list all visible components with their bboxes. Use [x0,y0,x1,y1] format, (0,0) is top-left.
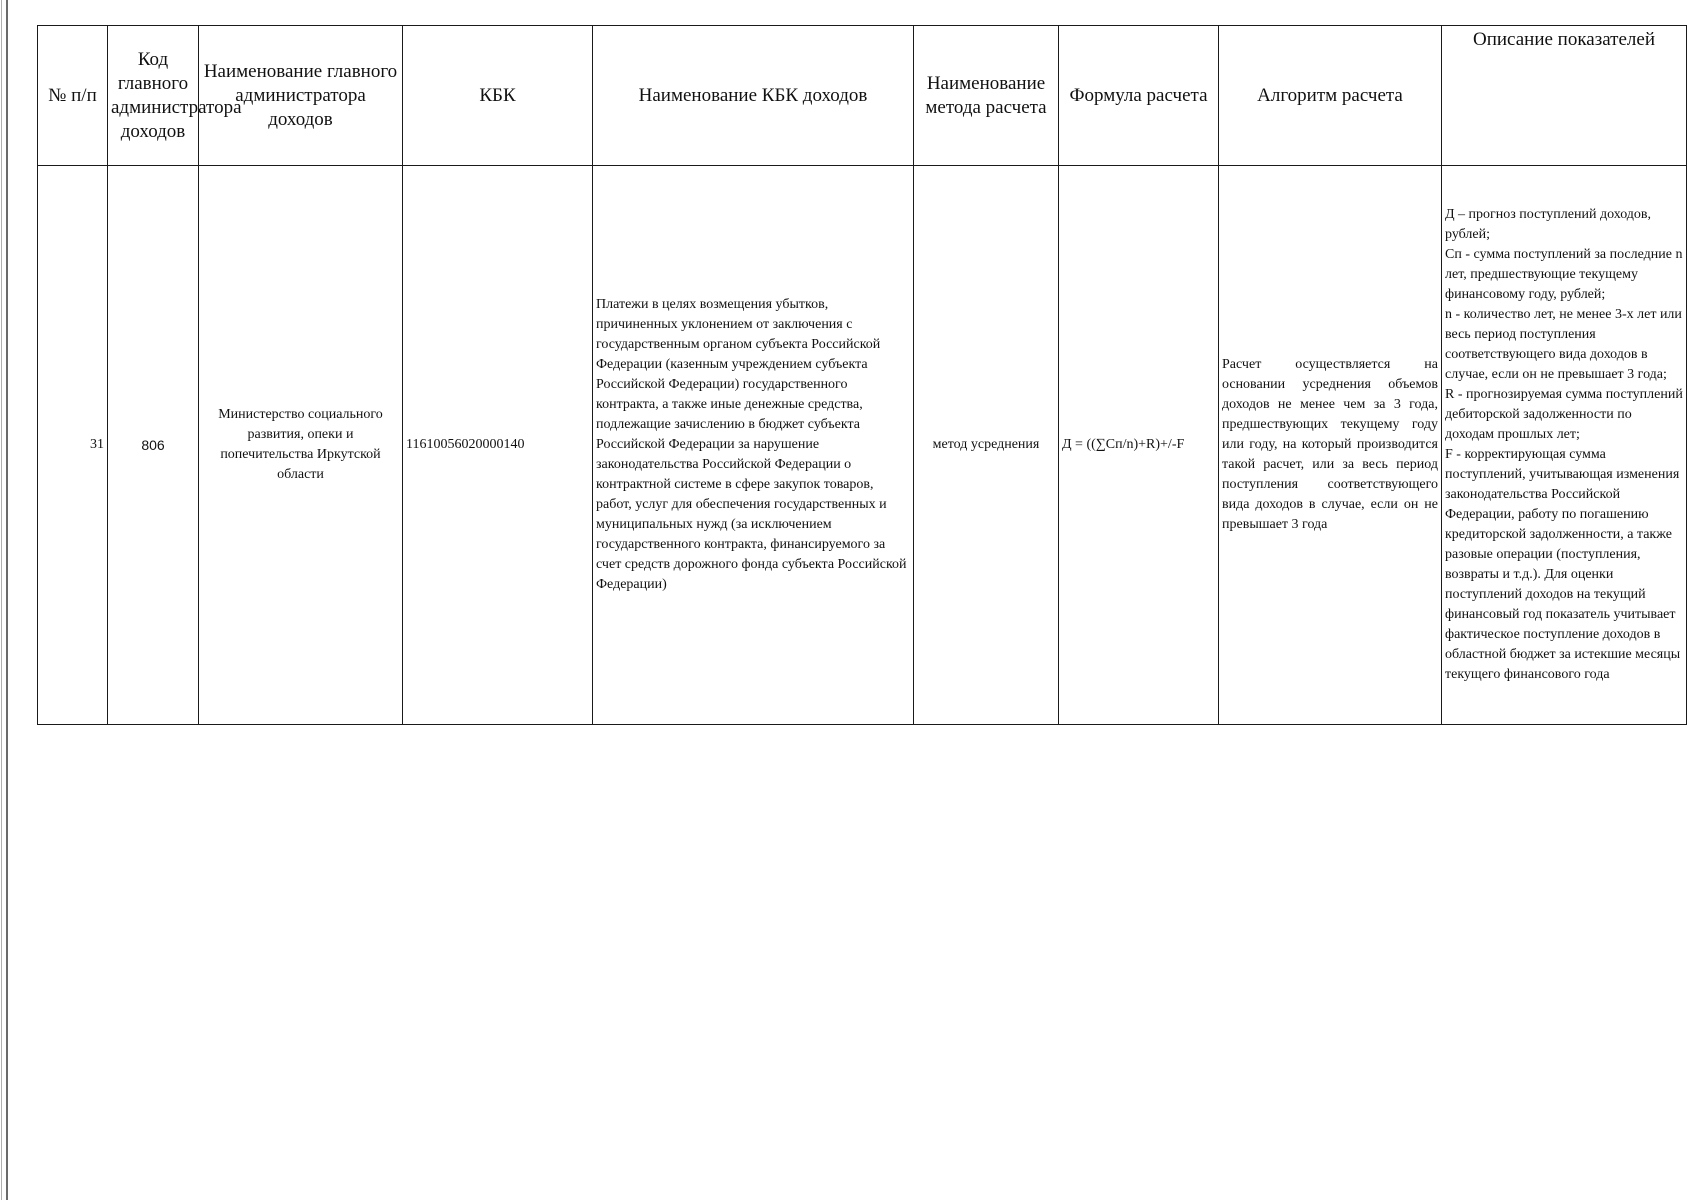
row-algorithm: Расчет осуществляется на основании усреднения объемов доходов не менее чем за 3 года, предшествующих текущему году или году, на который производится такой расчет, или за весь период поступления соответствующего вида доходов в случае, если он не превышает 3 года [1219,166,1442,725]
description-line-sp: Сп - сумма поступлений за последние n лет, предшествующие текущему финансовому году, рублей; [1445,247,1683,302]
row-formula: Д = ((∑Сп/n)+R)+/-F [1059,166,1219,725]
table-row [38,166,1687,725]
header-method: Наименование метода расчета [914,26,1059,166]
description-line-f: F - корректирующая сумма поступлений, учитывающая изменения законодательства Российской Федерации, работу по погашению кредиторской задолженности, а также разовые операции (поступления, возвраты и т.д.). Для оценки поступлений доходов на текущий финансовый год показатель учитывает фактическое поступление доходов в областной бюджет за истекшие месяцы текущего финансового года [1445,447,1681,682]
header-kbk-name: Наименование КБК доходов [593,26,914,166]
description-line-d: Д – прогноз поступлений доходов, рублей; [1445,207,1652,242]
scan-edge [6,0,8,1200]
row-admin-name: Министерство социального развития, опеки и попечительства Иркутской области [199,166,403,725]
header-num: № п/п [38,26,108,166]
header-kbk: КБК [403,26,593,166]
row-admin-code: 806 [108,166,199,725]
row-description [1442,166,1687,725]
header-admin-name: Наименование главного администратора доходов [199,26,403,166]
header-formula: Формула расчета [1059,26,1219,166]
header-description: Описание показателей [1442,26,1687,166]
description-line-n: n - количество лет, не менее 3-х лет или весь период поступления соответствующего вида доходов в случае, если он не превышает 3 года; [1445,307,1682,382]
methodology-table [37,25,1687,725]
row-kbk: 11610056020000140 [403,166,593,725]
header-algorithm: Алгоритм расчета [1219,26,1442,166]
header-admin-code: Код главного администратора доходов [108,26,199,166]
scan-edge-faint [1,0,2,1200]
row-num: 31 [38,166,108,725]
row-kbk-name: Платежи в целях возмещения убытков, причиненных уклонением от заключения с государственным органом субъекта Российской Федерации (казенным учреждением субъекта Российской Федерации) государственного контракта, а также иные денежные средства, подлежащие зачислению в бюджет субъекта Российской Федерации за нарушение законодательства Российской Федерации о контрактной системе в сфере закупок товаров, работ, услуг для обеспечения государственных и муниципальных нужд (за исключением государственного контракта, финансируемого за счет средств дорожного фонда субъекта Российской Федерации) [593,166,914,725]
row-method: метод усреднения [914,166,1059,725]
description-line-r: R - прогнозируемая сумма поступлений дебиторской задолженности по доходам прошлых лет; [1445,387,1683,442]
header-row [38,26,1687,166]
